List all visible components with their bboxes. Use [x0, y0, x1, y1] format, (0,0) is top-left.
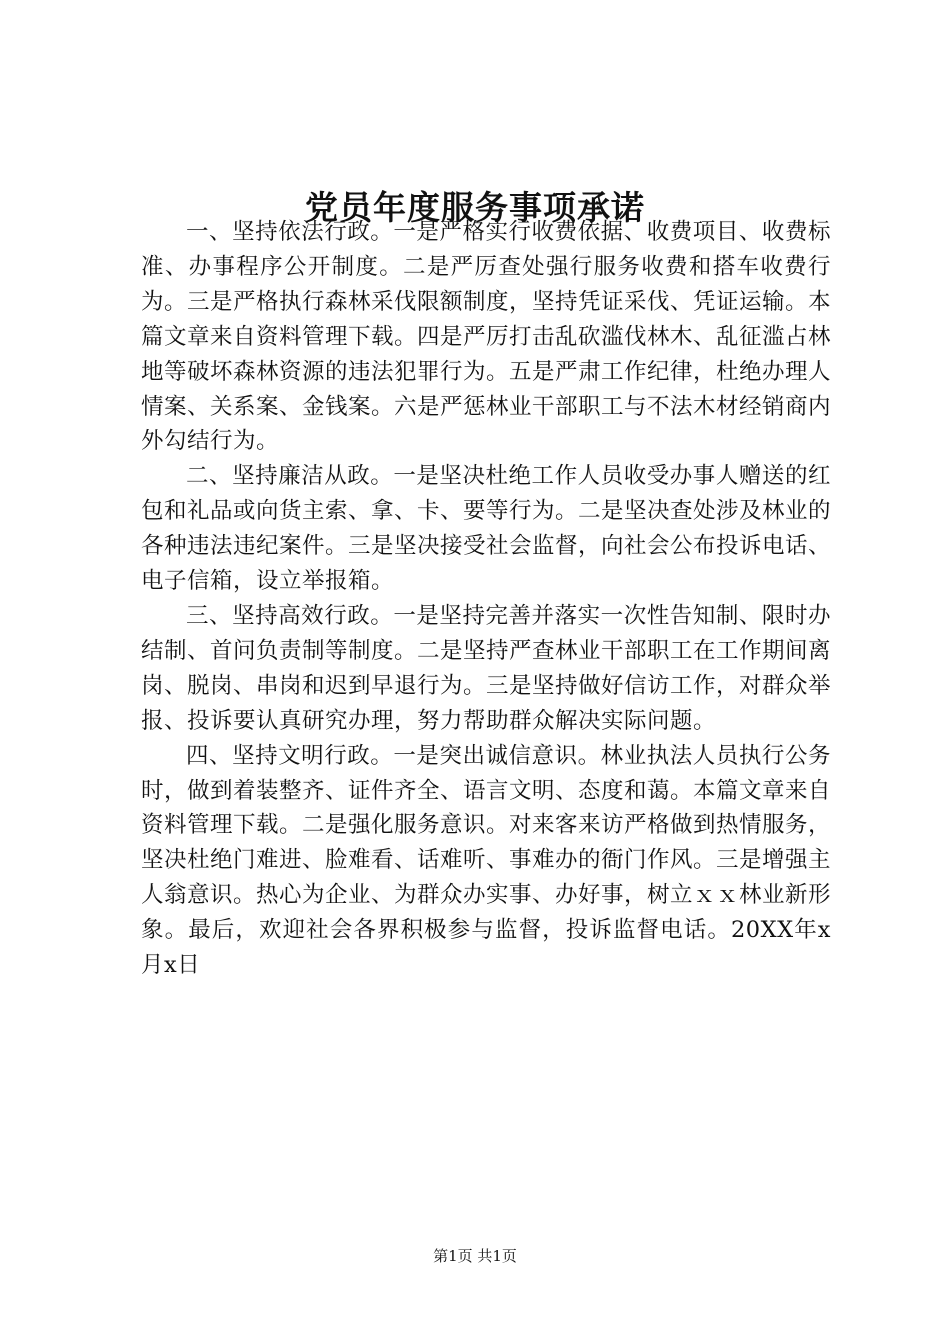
page-number-footer: 第1页 共1页: [433, 1247, 517, 1265]
paragraph-1: 一、坚持依法行政。一是严格实行收费依据、收费项目、收费标准、办事程序公开制度。二是严厉查处强行服务收费和搭车收费行为。三是严格执行森林采伐限额制度，坚持凭证采伐、凭证运输。本篇文章来自资料管理下载。四是严厉打击乱砍滥伐林木、乱征滥占林地等破坏森林资源的违法犯罪行为。五是严肃工作纪律，杜绝办理人情案、关系案、金钱案。六是严惩林业干部职工与不法木材经销商内外勾结行为。: [141, 219, 832, 455]
document-title: 党员年度服务事项承诺: [305, 188, 645, 227]
paragraph-2: 二、坚持廉洁从政。一是坚决杜绝工作人员收受办事人赠送的红包和礼品或向货主索、拿、卡、要等行为。二是坚决查处涉及林业的各种违法违纪案件。三是坚决接受社会监督，向社会公布投诉电话、电子信箱，设立举报箱。: [141, 463, 832, 595]
document-body: [141, 215, 831, 983]
paragraph-3: 三、坚持高效行政。一是坚持完善并落实一次性告知制、限时办结制、首问负责制等制度。二是坚持严查林业干部职工在工作期间离岗、脱岗、串岗和迟到早退行为。三是坚持做好信访工作，对群众举报、投诉要认真研究办理，努力帮助群众解决实际问题。: [141, 602, 832, 734]
paragraph-4: 四、坚持文明行政。一是突出诚信意识。林业执法人员执行公务时，做到着装整齐、证件齐全、语言文明、态度和蔼。本篇文章来自资料管理下载。二是强化服务意识。对来客来访严格做到热情服务，坚决杜绝门难进、脸难看、话难听、事难办的衙门作风。三是增强主人翁意识。热心为企业、为群众办实事、办好事，树立ｘｘ林业新形象。最后，欢迎社会各界积极参与监督，投诉监督电话。20XX年x月x日: [141, 742, 832, 979]
